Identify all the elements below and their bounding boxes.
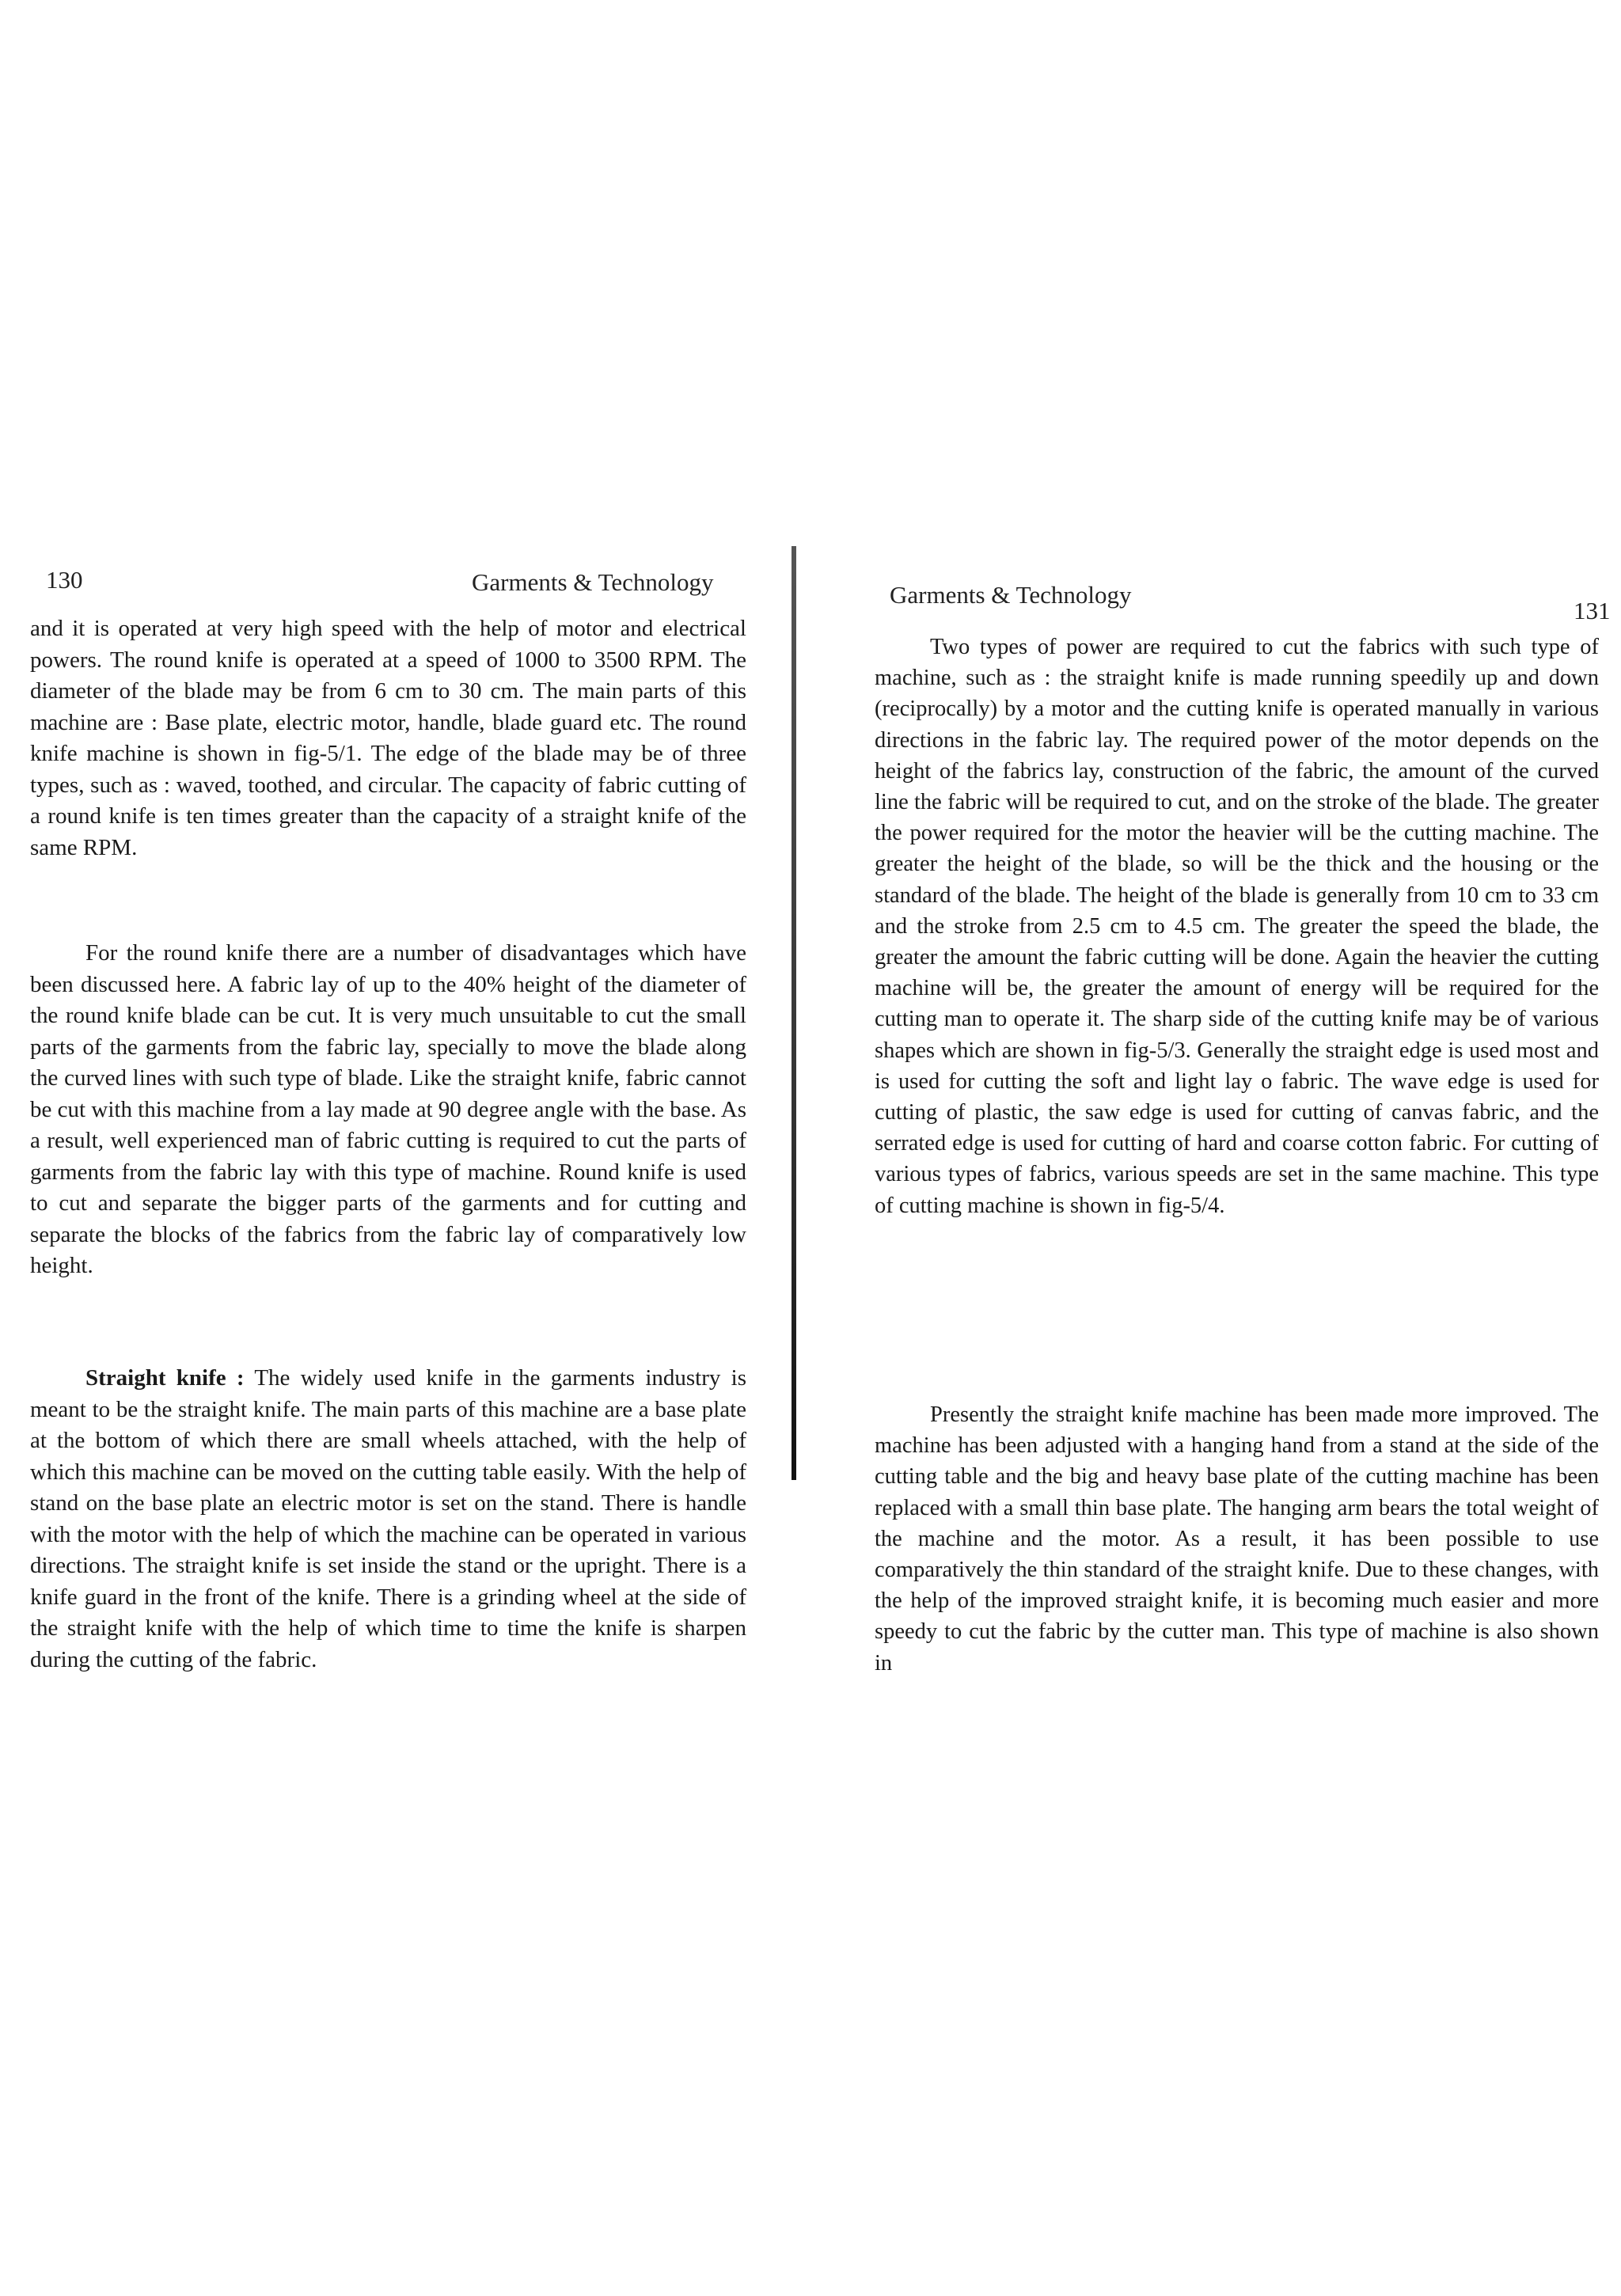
right-paragraph-2-block [875, 1399, 1599, 1679]
right-paragraph-1: Two types of power are required to cut the fabrics with such type of machine, such as : the straight knife is made running speedily up and down (reciprocally) by a motor and the cutting knife is operated manually in various directions in the fabric lay. The required power of the motor depends on the height of the fabrics lay, construction of the fabric, the amount of the curved line the fabric will be required to cut, and on the stroke of the blade. The greater the power required for the motor the heavier will be the cutting machine. The greater the height of the blade, so will be the thick and the housing or the standard of the blade. The height of the blade is generally from 10 cm to 33 cm and the stroke from 2.5 cm to 4.5 cm. The greater the speed the blade, the greater the amount the fabric cutting will be done. Again the heavier the cutting machine will be, the greater the amount of energy will be required for the cutting man to operate it. The sharp side of the cutting knife may be of various shapes which are shown in fig-5/3. Generally the straight edge is used most and is used for cutting the soft and light lay o fabric. The wave edge is used for cutting of plastic, the saw edge is used for cutting of canvas fabric, and the serrated edge is used for cutting of hard and coarse cotton fabric. For cutting of various types of fabrics, various speeds are set in the same machine. This type of cutting machine is shown in fig-5/4. [875, 635, 1599, 1218]
straight-knife-text: The widely used knife in the garments industry is meant to be the straight knife. The main parts of this machine are a base plate at the bottom of which there are small wheels attached, with the help of which this machine can be moved on the cutting table easily. With the help of stand on the base plate an electric motor is set on the stand. There is handle with the motor with the help of which the machine can be operated in various directions. The straight knife is set inside the stand or the upright. There is a knife guard in the front of the knife. There is a grinding wheel at the side of the straight knife with the help of which time to time the knife is sharpen during the cutting of the fabric. [30, 1365, 746, 1672]
section-heading-straight-knife: Straight knife : [85, 1365, 245, 1391]
left-paragraph-1: and it is operated at very high speed with the help of motor and electrical powers. The round knife is operated at a speed of 1000 to 3500 RPM. The diameter of the blade may be from 6 cm to 30 cm. The main parts of this machine are : Base plate, electric motor, handle, blade guard etc. The round knife machine is shown in fig-5/1. The edge of the blade may be of three types, such as : waved, toothed, and circular. The capacity of fabric cutting of a round knife is ten times greater than the capacity of a straight knife of the same RPM. [30, 616, 746, 860]
page-number-left: 130 [46, 566, 83, 594]
left-paragraph-2: For the round knife there are a number of disadvantages which have been discussed here. A fabric lay of up to the 40% height of the diameter of the round knife blade can be cut. It is very much unsuitable to cut the small parts of the garments from the fabric lay, specially to move the blade along the curved lines with such type of blade. Like the straight knife, fabric cannot be cut with this machine from a lay made at 90 degree angle with the base. As a result, well experienced man of fabric cutting is required to cut the parts of garments from the fabric lay with this type of machine. Round knife is used to cut and separate the bigger parts of the garments and for cutting and separate the blocks of the fabrics from the fabric lay of comparatively low height. [30, 940, 746, 1278]
left-paragraph-2-block [30, 938, 746, 1282]
page-gutter [792, 546, 796, 1480]
page-number-right: 131 [1574, 597, 1611, 624]
straight-knife-section [30, 1363, 746, 1676]
running-title-left: Garments & Technology [472, 568, 714, 596]
left-paragraph-1-block [30, 613, 746, 863]
right-paragraph-1-block [875, 632, 1599, 1221]
running-title-right: Garments & Technology [890, 581, 1132, 609]
right-paragraph-2: Presently the straight knife machine has been made more improved. The machine has been adjusted with a hanging hand from a stand at the side of the cutting table and the big and heavy base plate of the cutting machine has been replaced with a small thin base plate. The hanging arm bears the total weight of the machine and the motor. As a result, it has been possible to use comparatively the thin standard of the straight knife. Due to these changes, with the help of the improved straight knife, it is becoming much easier and more speedy to cut the fabric by the cutter man. This type of machine is also shown in [875, 1402, 1599, 1676]
right-page [799, 0, 1621, 2296]
left-page [0, 0, 799, 2296]
